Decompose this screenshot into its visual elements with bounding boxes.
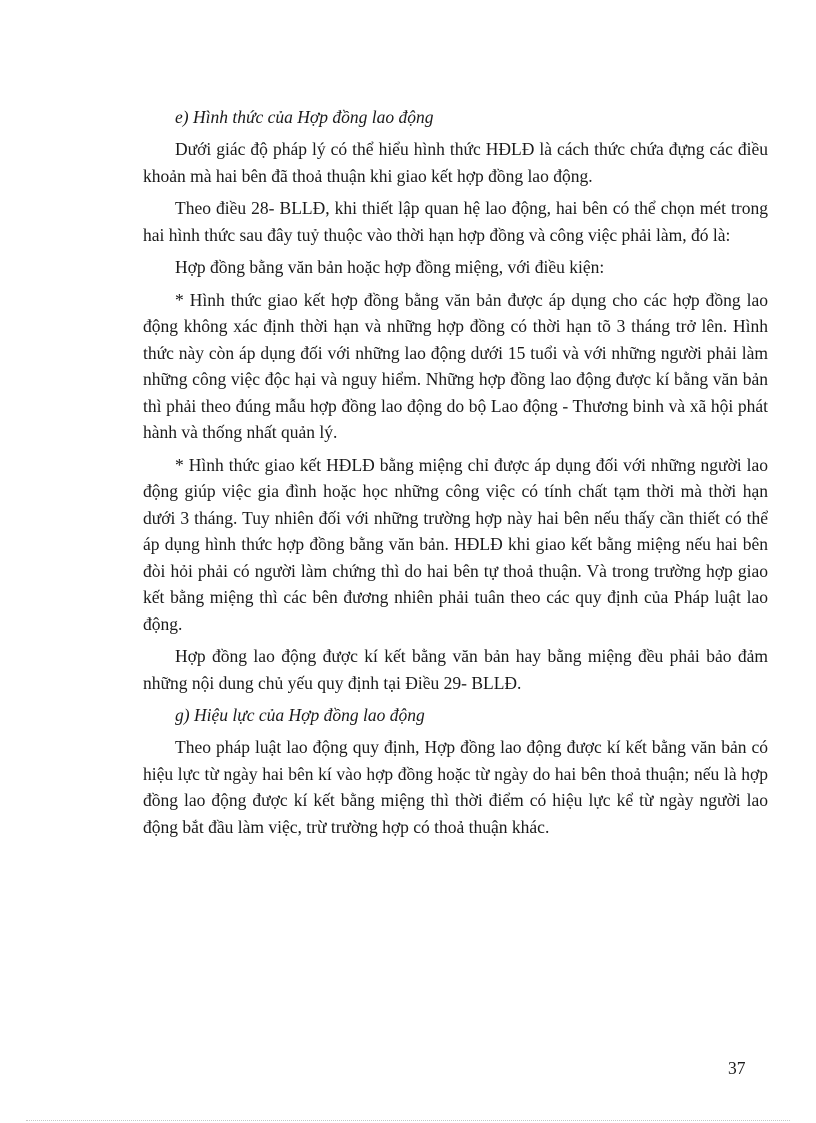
section-contract-validity: [143, 702, 768, 840]
page-bottom-divider: [26, 1120, 790, 1121]
section-heading-contract-form: e) Hình thức của Hợp đồng lao động: [175, 107, 434, 127]
page-number: 37: [728, 1058, 746, 1078]
paragraph-article-28: Theo điều 28- BLLĐ, khi thiết lập quan hệ lao động, hai bên có thể chọn mét trong hai hình thức sau đây tuỷ thuộc vào thời hạn hợp đồng và công việc phải làm, đó là:: [143, 198, 768, 245]
paragraph-legal-definition: Dưới giác độ pháp lý có thể hiểu hình thức HĐLĐ là cách thức chứa đựng các điều khoản mà hai bên đã thoả thuận khi giao kết hợp đồng lao động.: [143, 139, 768, 186]
section-heading-contract-validity: g) Hiệu lực của Hợp đồng lao động: [175, 705, 425, 725]
paragraph-written-form: * Hình thức giao kết hợp đồng bằng văn bản được áp dụng cho các hợp đồng lao động không xác định thời hạn và những hợp đồng có thời hạn tõ 3 tháng trở lên. Hình thức này còn áp dụng đối với những lao động dưới 15 tuổi và với những người phải làm những công việc độc hại và nguy hiểm. Những hợp đồng lao động được kí bằng văn bản thì phải theo đúng mẫu hợp đồng lao động do bộ Lao động - Thương binh và xã hội phát hành và thống nhất quản lý.: [143, 289, 768, 442]
paragraph-article-29: Hợp đồng lao động được kí kết bằng văn bản hay bằng miệng đều phải bảo đảm những nội dung chủ yếu quy định tại Điều 29- BLLĐ.: [143, 646, 768, 693]
paragraph-validity-rules: Theo pháp luật lao động quy định, Hợp đồng lao động được kí kết bằng văn bản có hiệu lực từ ngày hai bên kí vào hợp đồng hoặc từ ngày do hai bên thoả thuận; nếu là hợp đồng lao động được kí kết bằng miệng thì thời điểm có hiệu lực kể từ ngày người lao động bắt đầu làm việc, trừ trường hợp có thoả thuận khác.: [143, 737, 768, 837]
section-labor-contract-form: [143, 104, 768, 696]
paragraph-oral-form: * Hình thức giao kết HĐLĐ bằng miệng chỉ được áp dụng đối với những người lao động giúp việc gia đình hoặc học những công việc có tính chất tạm thời mà thời hạn dưới 3 tháng. Tuy nhiên đối với những trường hợp này hai bên nếu thấy cần thiết có thể áp dụng hình thức hợp đồng bằng văn bản. HĐLĐ khi giao kết bằng miệng nếu hai bên đòi hỏi phải có người làm chứng thì do hai bên tự thoả thuận. Và trong trường hợp giao kết bằng miệng thì các bên đương nhiên phải tuân theo các quy định của Pháp luật lao động.: [143, 454, 768, 634]
paragraph-written-or-oral: Hợp đồng bằng văn bản hoặc hợp đồng miệng, với điều kiện:: [175, 257, 605, 277]
page-content: [143, 104, 768, 846]
